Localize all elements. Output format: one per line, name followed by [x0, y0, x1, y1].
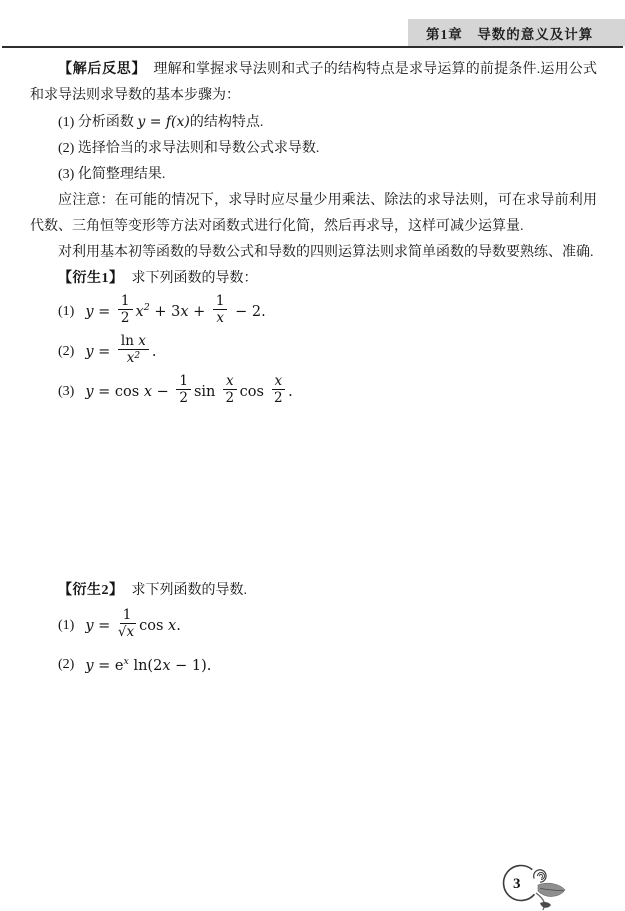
- formula-d1-2: y = $\frac{\text{ln x}}{x^2}$ .: [85, 332, 157, 366]
- fraction: $\frac{x}{2}$: [223, 374, 237, 406]
- fraction: $\frac{1}{√x}$: [117, 606, 135, 640]
- fraction: $\frac{1}{2}$: [176, 374, 191, 406]
- step-1-post: 的结构特点.: [189, 115, 264, 130]
- practice-paragraph: [30, 240, 597, 266]
- reflection-tag: 【解后反思】: [58, 62, 140, 77]
- page-number-decoration: [500, 857, 572, 911]
- item-number: (1): [58, 618, 75, 633]
- item-number: (3): [58, 384, 75, 399]
- derive2-tag: 【衍生2】: [58, 583, 124, 598]
- formula-d2-1: y = $\frac{1}{√x}$ cos x.: [85, 606, 181, 640]
- chapter-title: 第1章 导数的意义及计算: [426, 26, 594, 42]
- fraction: $\frac{x}{2}$: [272, 374, 286, 406]
- step-3: [30, 162, 597, 188]
- step-2: [30, 136, 597, 162]
- step-3-text: (3) 化简整理结果.: [58, 167, 166, 182]
- page-number: 3: [513, 876, 521, 892]
- derive1-prompt: 求下列函数的导数：: [131, 271, 258, 286]
- chapter-header-bar: [408, 19, 625, 46]
- derive1-item-1: [30, 292, 597, 332]
- note-text: 应注意：在可能的情况下，求导时应尽量少用乘法、除法的求导法则，可在求导前利用代数、三角恒等变形等方法对函数式进行化简，然后再求导，这样可减少运算量.: [30, 193, 597, 234]
- reflection-text: 理解和掌握求导法则和式子的结构特点是求导运算的前提条件.运用公式和求导法则求导数的基本步骤为：: [30, 62, 598, 103]
- spiral-mid: [538, 873, 545, 880]
- spiral-inner: [539, 875, 542, 878]
- item-number: (1): [58, 304, 75, 319]
- derive2-item-2: [30, 648, 597, 682]
- radical-sign: √: [117, 624, 127, 640]
- formula-d2-2: $y = e^x$ ln(2x − 1).: [85, 656, 212, 674]
- step-2-text: (2) 选择恰当的求导法则和导数公式求导数.: [58, 141, 320, 156]
- formula-d1-1: y = $\frac{1}{2}$ $x^2 + 3x$ + $\frac{1}{x}$ − 2.: [85, 292, 266, 326]
- derive1-tag: 【衍生1】: [58, 271, 124, 286]
- formula-d1-3: y = cos x − $\frac{1}{2}$ sin $\frac{x}{2}$ cos $\frac{x}{2}$ .: [85, 372, 293, 406]
- derive2-item-1: [30, 604, 597, 648]
- step-1-math: y = f(x): [137, 114, 190, 130]
- page-content: [30, 57, 597, 682]
- step-1: [30, 109, 597, 136]
- leaf-spiral-icon: [500, 857, 572, 911]
- item-number: (2): [58, 657, 75, 672]
- derive1-heading: [30, 266, 597, 292]
- fraction: $\frac{\text{ln x}}{x^2}$: [118, 334, 149, 366]
- small-leaf-icon: [540, 902, 551, 908]
- fraction: $\frac{1}{2}$: [118, 294, 133, 326]
- derive1-item-2: [30, 332, 597, 372]
- leaf-stem: [536, 893, 544, 910]
- derive1-item-3: [30, 372, 597, 412]
- fraction: $\frac{1}{x}$: [213, 294, 228, 326]
- practice-text: 对利用基本初等函数的导数公式和导数的四则运算法则求简单函数的导数要熟练、准确.: [58, 245, 594, 260]
- derive2-heading: [30, 578, 597, 604]
- step-1-pre: (1) 分析函数: [58, 115, 138, 130]
- note-paragraph: [30, 188, 597, 240]
- header-rule: [2, 46, 623, 48]
- item-number: (2): [58, 344, 75, 359]
- derive2-prompt: 求下列函数的导数.: [131, 583, 247, 598]
- reflection-paragraph: [30, 57, 597, 109]
